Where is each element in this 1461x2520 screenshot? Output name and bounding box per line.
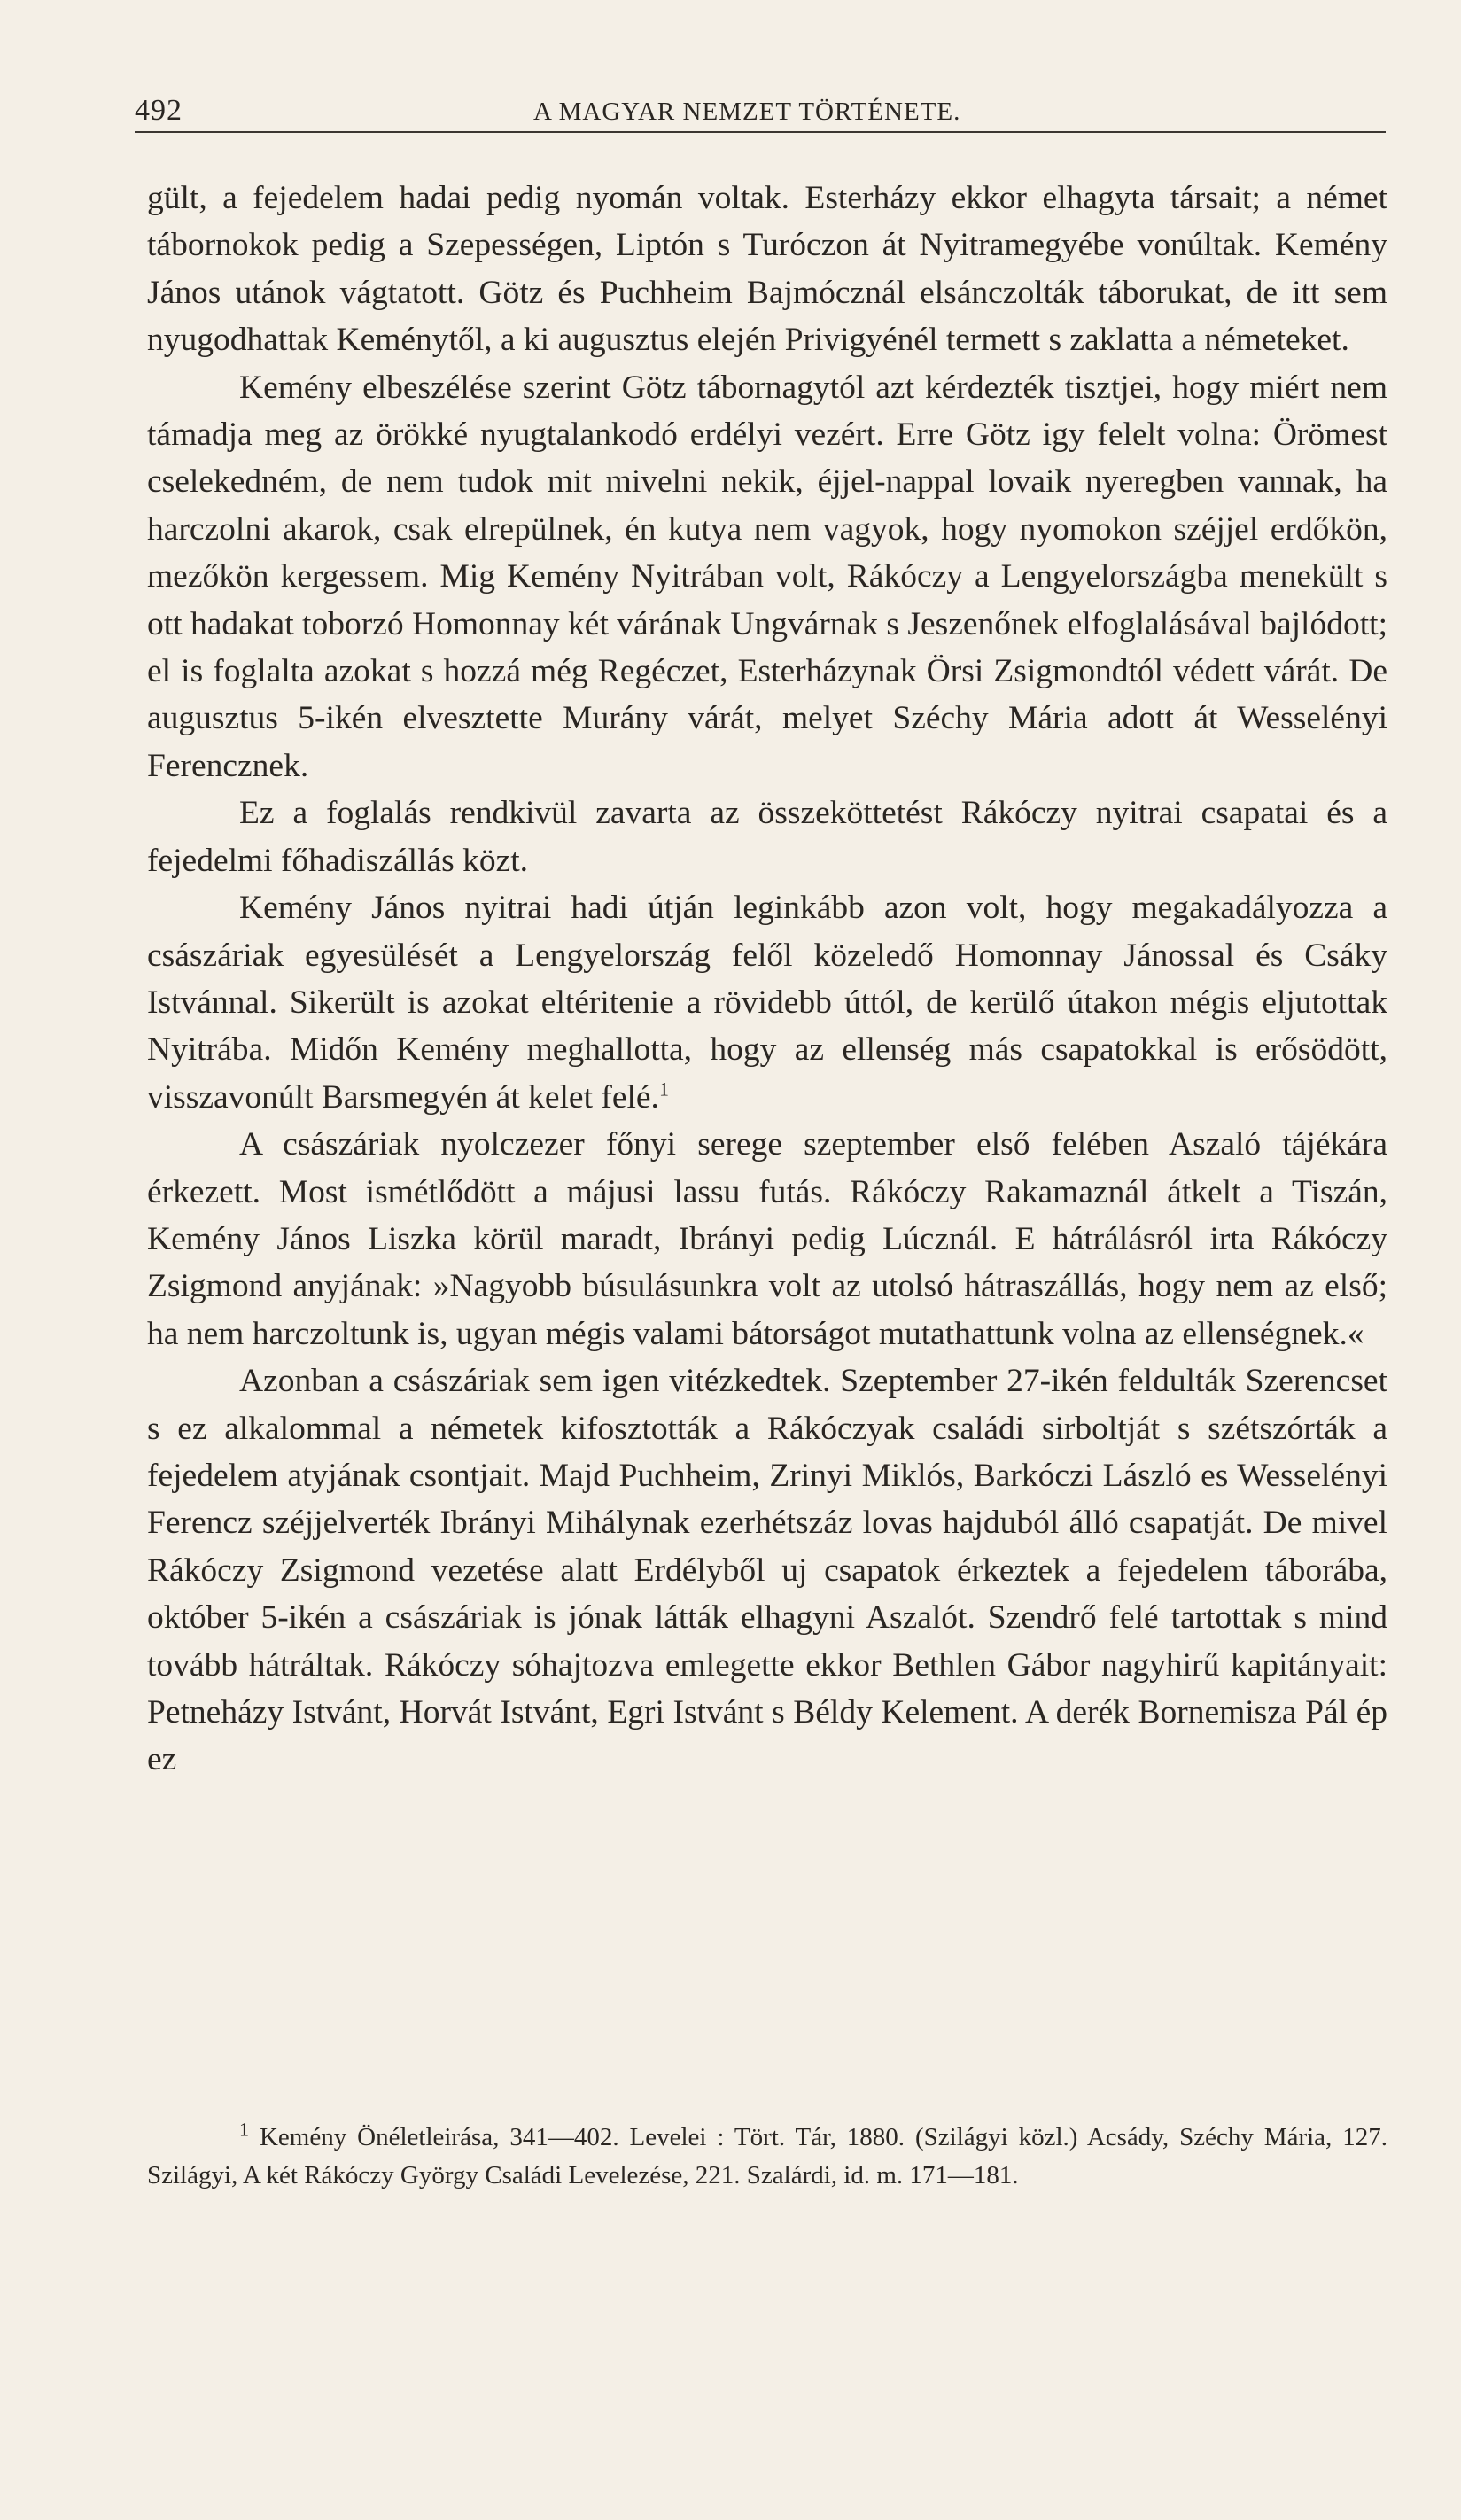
footnote-text: Kemény Önéletleirása, 341—402. Levelei : Tört. Tár, 1880. (Szilágyi közl.) Acsády, Széchy Mária, 127. Szilágyi, A két Rákóczy György Családi Levelezése, 221. Szalárdi, id. m. 171—181.	[147, 2123, 1387, 2189]
paragraph-3: Ez a foglalás rendkivül zavarta az összeköttetést Rákóczy nyitrai csapatai és a fejedelmi főhadiszállás közt.	[147, 795, 1387, 879]
footnote-marker: 1	[239, 2118, 249, 2141]
paragraph-2: Kemény elbeszélése szerint Götz tábornagytól azt kérdezték tisztjei, hogy miért nem támadja meg az örökké nyugtalankodó erdélyi vezért. Erre Götz igy felelt volna: Örömest cselekedném, de nem tudok mit mivelni nekik, éjjel-nappal lovaik nyeregben vannak, ha harczolni akarok, csak elrepülnek, én kutya nem vagyok, hogy nyomokon széjjel erdőkön, mezőkön kergessem. Mig Kemény Nyitrában volt, Rákóczy a Lengyelországba menekült s ott hadakat toborzó Homonnay két várának Ungvárnak s Jeszenőnek elfoglalásával bajlódott; el is foglalta azokat s hozzá még Regéczet, Esterházynak Örsi Zsigmondtól védett várát. De augusztus 5-ikén elvesztette Murány várát, melyet Széchy Mária adott át Wesselényi Ferencznek.	[147, 369, 1387, 784]
footnotes	[147, 2119, 1387, 2195]
paragraph-6: Azonban a császáriak sem igen vitézkedtek. Szeptember 27-ikén feldulták Szerencset s ez alkalommal a németek kifosztották a Rákóczyak családi sirboltját s szétszórták a fejedelem atyjának csontjait. Majd Puchheim, Zrinyi Miklós, Barkóczi László es Wesselényi Ferencz széjjelverték Ibrányi Mihálynak ezerhétszáz lovas hajduból álló csapatját. De mivel Rákóczy Zsigmond vezetése alatt Erdélyből uj csapatok érkeztek a fejedelem táborába, október 5-ikén a császáriak is jónak látták elhagyni Aszalót. Szendrő felé tartottak s mind tovább hátráltak. Rákóczy sóhajtozva emlegette ekkor Bethlen Gábor nagyhirű kapitányait: Petneházy Istvánt, Horvát Istvánt, Egri Istvánt s Béldy Kelement. A derék Bornemisza Pál ép ez	[147, 1363, 1387, 1778]
running-title: A MAGYAR NEMZET TÖRTÉNETE.	[533, 97, 961, 126]
footnote	[147, 2119, 1387, 2195]
paragraph-1: gült, a fejedelem hadai pedig nyomán voltak. Esterházy ekkor elhagyta társait; a német tábornokok pedig a Szepességen, Liptón s Turóczon át Nyitramegyébe vonúltak. Kemény János utánok vágtatott. Götz és Puchheim Bajmócznál elsánczolták táborukat, de itt sem nyugodhattak Keménytől, a ki augusztus elején Privigyénél termett s zaklatta a németeket.	[147, 180, 1387, 359]
paragraph-5: A császáriak nyolczezer főnyi serege szeptember első felében Aszaló tájékára érkezett. Most ismétlődött a májusi lassu futás. Rákóczy Rakamaznál átkelt a Tiszán, Kemény János Liszka körül maradt, Ibrányi pedig Lúcznál. E hátrálásról irta Rákóczy Zsigmond anyjának: »Nagyobb búsulásunkra volt az utolsó hátraszállás, hogy nem az első; ha nem harczoltunk is, ugyan mégis valami bátorságot mutathattunk volna az ellenségnek.«	[147, 1126, 1387, 1352]
footnote-reference: 1	[658, 1077, 669, 1101]
body-text	[147, 175, 1387, 1784]
running-head	[135, 85, 1386, 133]
page-number: 492	[135, 94, 183, 127]
paragraph-4-text: Kemény János nyitrai hadi útján leginkább azon volt, hogy megakadályozza a császáriak egyesülését a Lengyelország felől közeledő Homonnay Jánossal és Csáky Istvánnal. Sikerült is azokat eltéritenie a rövidebb úttól, de kerülő útakon mégis eljutottak Nyitrába. Midőn Kemény meghallotta, hogy az ellenség más csapatokkal is erősödött, visszavonúlt Barsmegyén át kelet felé.	[147, 890, 1387, 1116]
paragraph-4	[147, 884, 1387, 1121]
